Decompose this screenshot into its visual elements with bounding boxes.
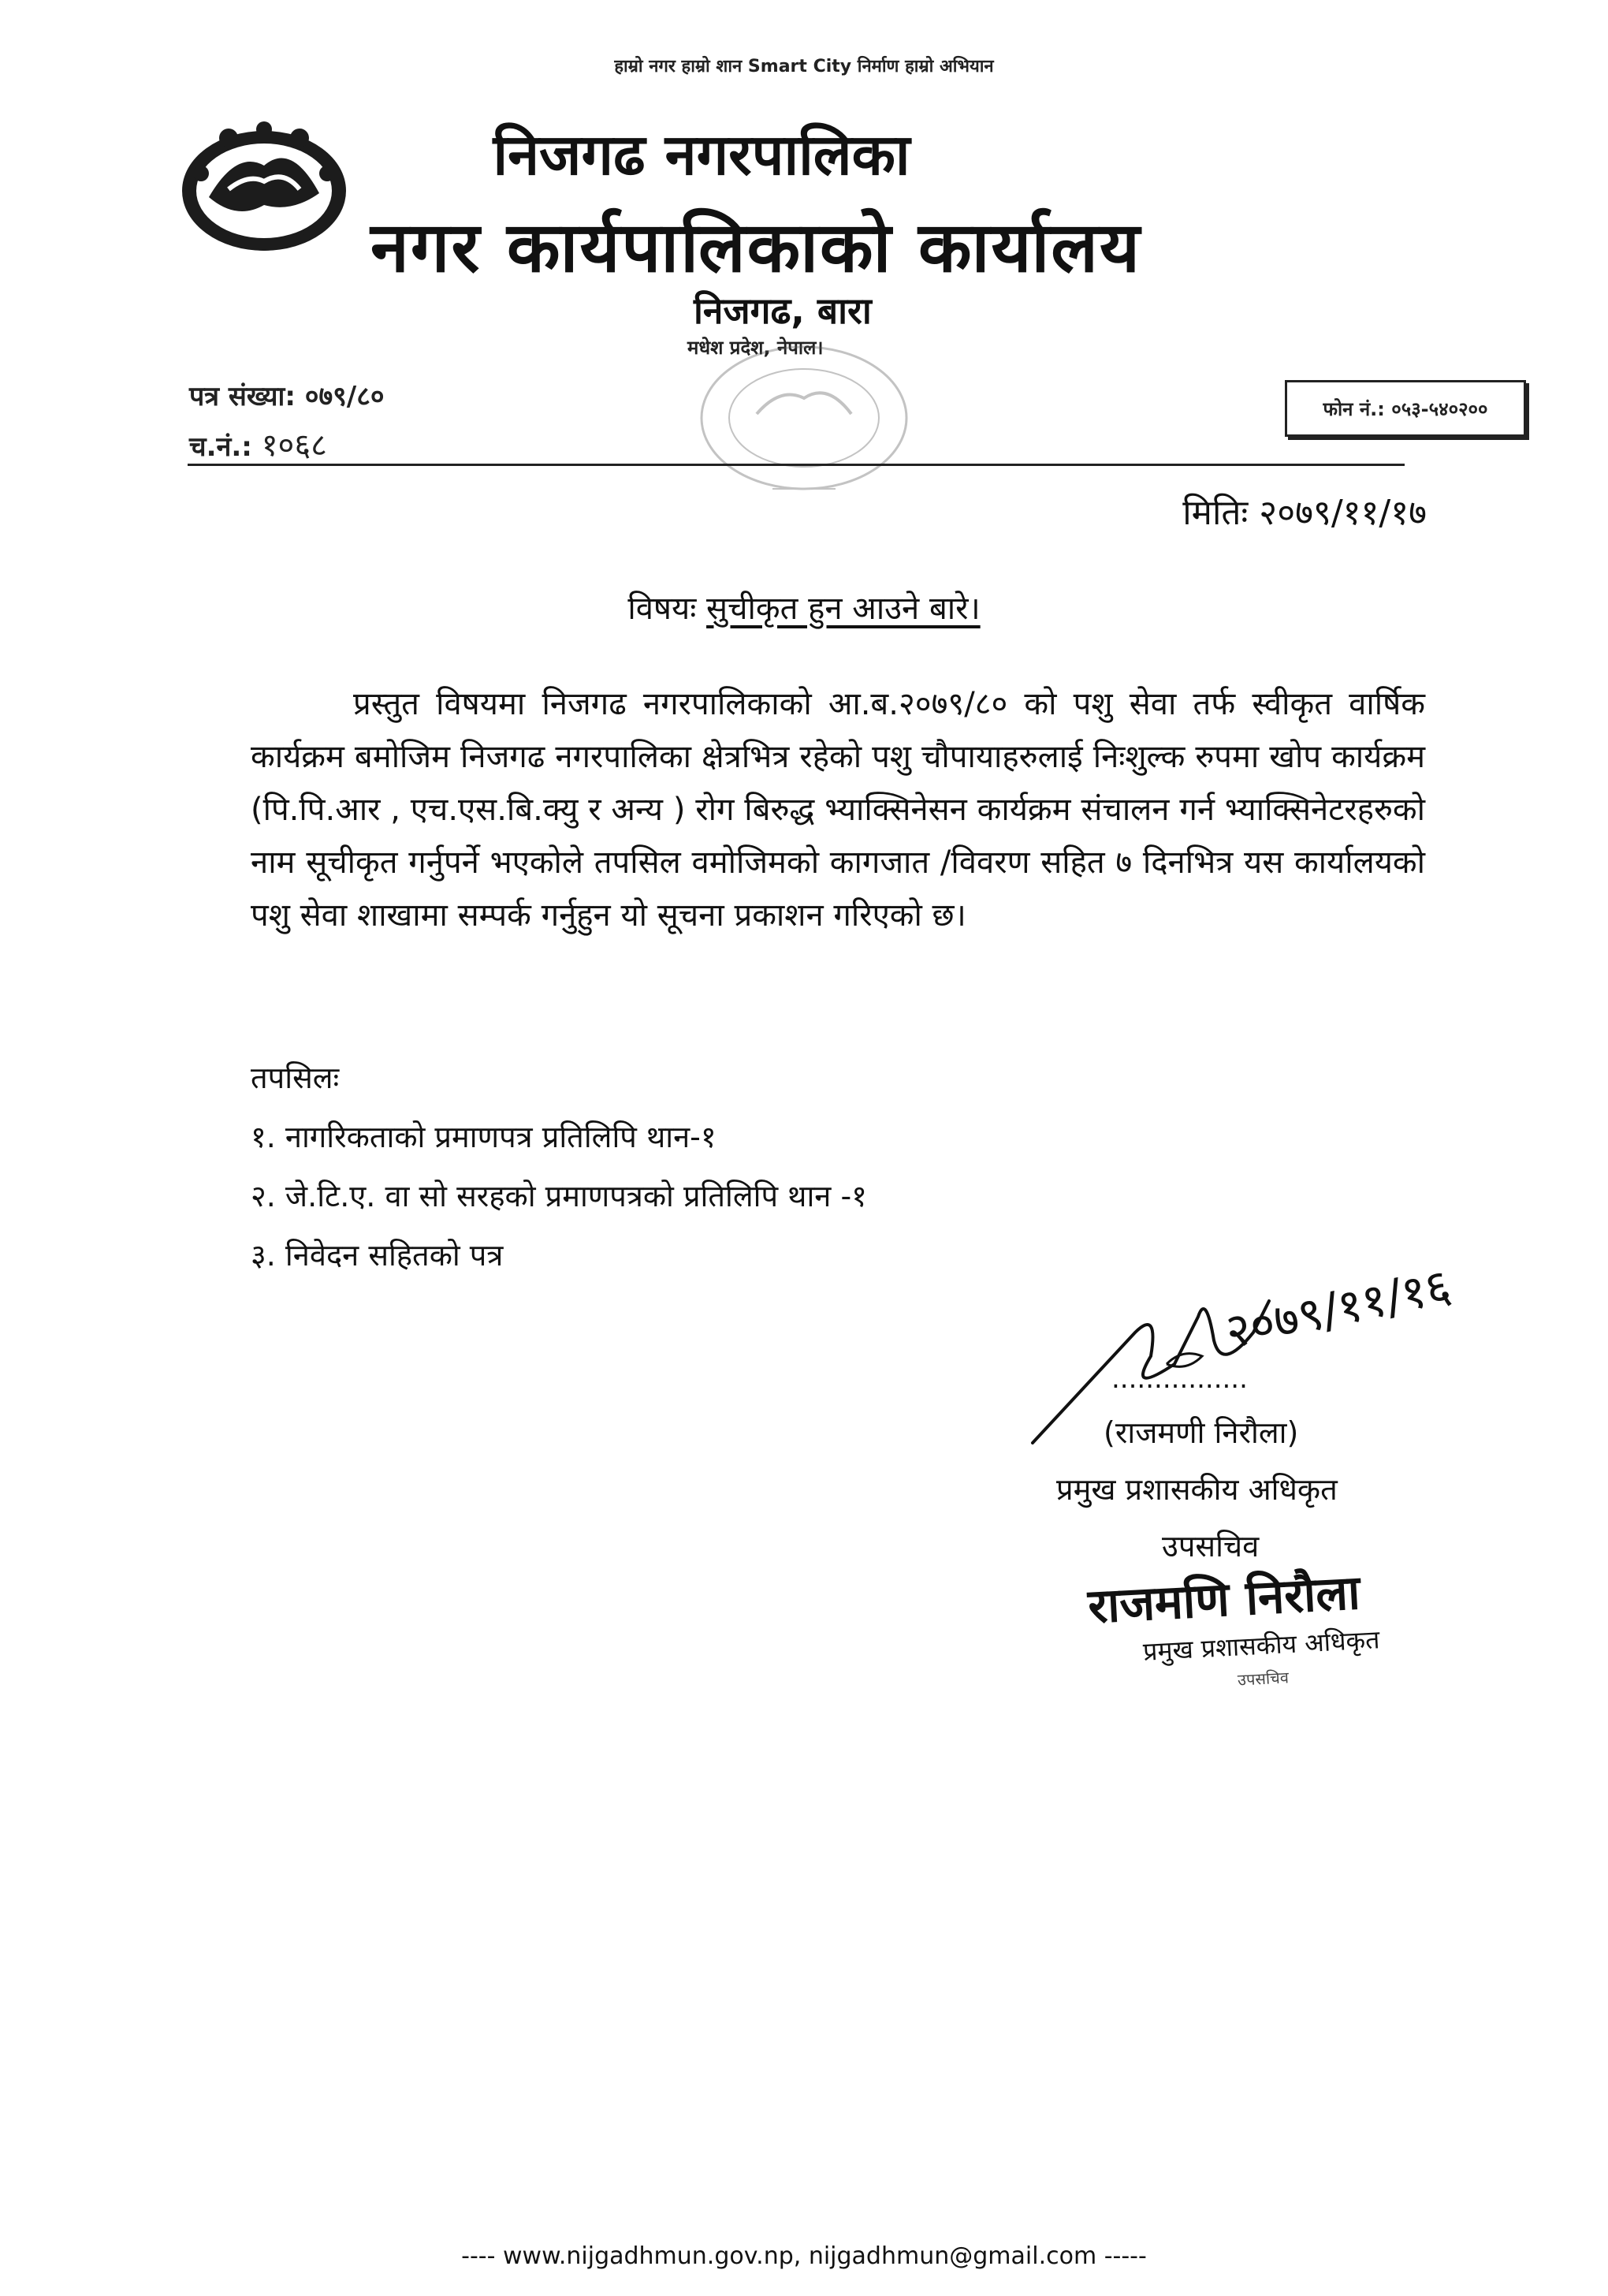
annex-item: २. जे.टि.ए. वा सो सरहको प्रमाणपत्रको प्रतिलिपि थान -१: [251, 1179, 867, 1213]
subject-line: [0, 585, 1608, 628]
annex-item: १. नागरिकताको प्रमाणपत्र प्रतिलिपि थान-१: [251, 1120, 717, 1154]
signature-dots: ................: [1111, 1363, 1248, 1395]
address-line2: मधेश प्रदेश, नेपाल।: [687, 337, 824, 359]
office-seal-stamp-icon: [686, 339, 922, 512]
footer-contact: ---- www.nijgadhmun.gov.np, nijgadhmun@gmail.com -----: [461, 2242, 1147, 2270]
office-name: नगर कार्यपालिकाको कार्यालय: [370, 207, 1141, 288]
signatory-rank: उपसचिव: [1162, 1529, 1260, 1564]
dispatch-number-label: च.नं.:: [189, 431, 252, 463]
signatory-designation: प्रमुख प्रशासकीय अधिकृत: [1056, 1472, 1338, 1507]
dispatch-number: [189, 422, 327, 465]
subject-text: सुचीकृत हुन आउने बारे।: [706, 591, 981, 627]
name-stamp-designation: प्रमुख प्रशासकीय अधिकृत: [1142, 1624, 1381, 1667]
name-stamp-rank: उपसचिव: [1237, 1668, 1290, 1690]
annex-item: ३. निवेदन सहितको पत्र: [251, 1238, 504, 1273]
phone-box: फोन नं.: ०५३-५४०२००: [1285, 380, 1526, 437]
letter-number-label: पत्र संख्या:: [189, 381, 296, 412]
municipality-name: निजगढ नगरपालिका: [493, 121, 910, 188]
dispatch-number-value: १०६८: [261, 427, 327, 464]
slogan: हाम्रो नगर हाम्रो शान Smart City निर्माण हाम्रो अभियान: [614, 57, 994, 76]
signatory-name: (राजमणी निरौला): [1104, 1415, 1299, 1450]
name-stamp-name: राजमणि निरौला: [1086, 1565, 1362, 1634]
header-divider: [188, 464, 1405, 466]
letter-number: [189, 377, 385, 413]
signature-date: २०७९/११/१६: [1220, 1258, 1456, 1360]
address-line1: निजगढ, बारा: [694, 289, 872, 332]
letter-date: मितिः २०७९/११/१७: [1182, 493, 1427, 533]
letter-number-value: ०७९/८०: [304, 381, 385, 412]
subject-label: विषयः: [627, 591, 697, 627]
annex-heading: तपसिलः: [251, 1060, 340, 1095]
body-paragraph: प्रस्तुत विषयमा निजगढ नगरपालिकाको आ.ब.२०७९/८० को पशु सेवा तर्फ स्वीकृत वार्षिक कार्यक्रम बमोजिम निजगढ नगरपालिका क्षेत्रभित्र रहेको पशु चौपायाहरुलाई निःशुल्क रुपमा खोप कार्यक्रम (पि.पि.आर , एच.एस.बि.क्यु र अन्य ) रोग बिरुद्ध भ्याक्सिनेसन कार्यक्रम संचालन गर्न भ्याक्सिनेटरहरुको नाम सूचीकृत गर्नुपर्ने भएकोले तपसिल वमोजिमको कागजात /विवरण सहित ७ दिनभित्र यस कार्यालयको पशु सेवा शाखामा सम्पर्क गर्नुहुन यो सूचना प्रकाशन गरिएको छ।: [251, 686, 1425, 934]
